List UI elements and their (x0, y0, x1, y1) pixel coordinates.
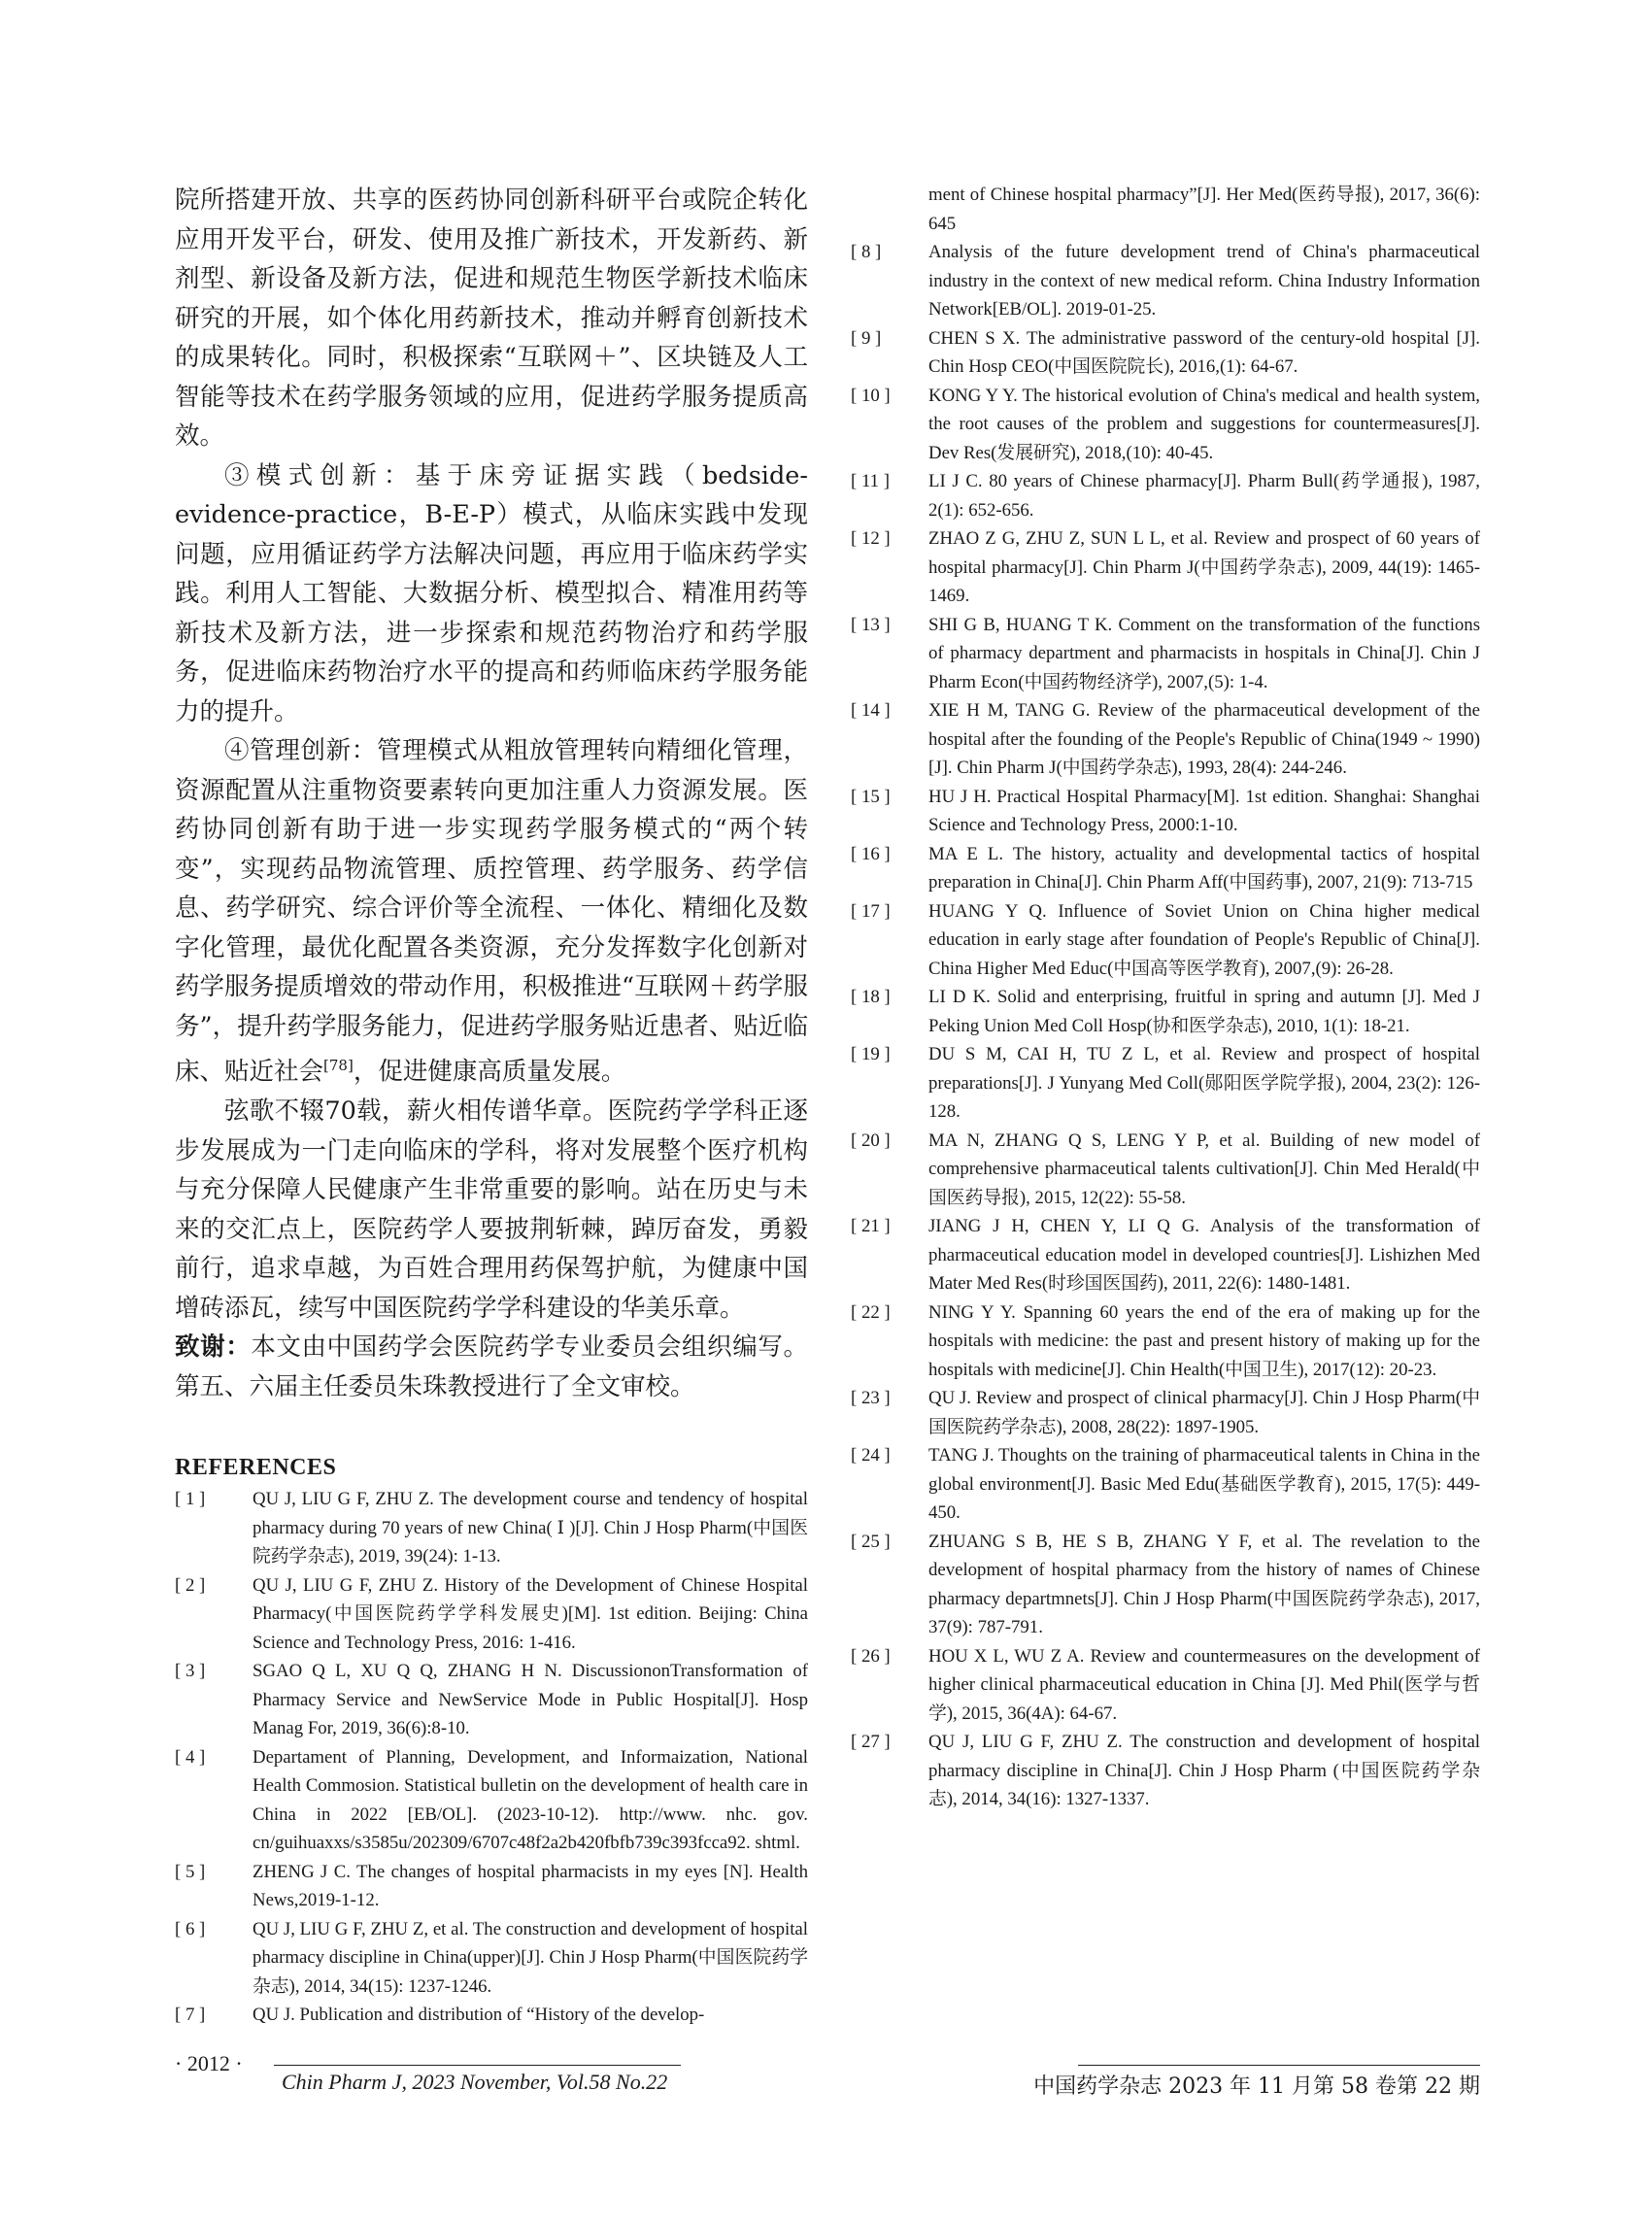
reference-text: Analysis of the future development trend of China's pharmaceutical industry in the context of new medical reform. China Industry Information Network[EB/OL]. 2019-01-25. (928, 242, 1480, 320)
reference-text: HUANG Y Q. Influence of Soviet Union on China higher medical education in early stage after foundation of People's Republic of China[J]. China Higher Med Educ(中国高等医学教育), 2007,(9): 26-28. (928, 900, 1480, 979)
reference-text: Departament of Planning, Development, and Informaization, National Health Commosion. Statistical bulletin on the development of health care in China in 2022 [EB/OL]. (2023-10-12). http://www. nhc. gov. cn/guihuaxxs/s3585u/202309/6707c48f2a2b420fbfb739c393fcca92. shtml. (253, 1746, 808, 1853)
reference-number: [ 24 ] (851, 1445, 891, 1466)
reference-text: QU J. Review and prospect of clinical pharmacy[J]. Chin J Hosp Pharm(中国医院药学杂志), 2008, 28(22): 1897-1905. (928, 1388, 1480, 1437)
reference-item (851, 181, 1480, 238)
paragraph-text: ，促进健康高质量发展。 (353, 1057, 626, 1087)
page-number: · 2012 · (175, 2051, 243, 2075)
reference-item (851, 467, 1480, 524)
footer-rule (1078, 2065, 1480, 2066)
reference-item (851, 696, 1480, 783)
reference-text: MA N, ZHANG Q S, LENG Y P, et al. Building of new model of comprehensive pharmaceutical talents cultivation[J]. Chin Med Herald(中国医药导报), 2015, 12(22): 55-58. (928, 1129, 1480, 1208)
reference-item (851, 840, 1480, 897)
reference-text: QU J. Publication and distribution of “History of the develop- (253, 2005, 705, 2025)
body-paragraph: ③模式创新：基于床旁证据实践（bedside-evidence-practice，B-E-P）模式，从临床实践中发现问题，应用循证药学方法解决问题，再应用于临床药学实践。利用人工智能、大数据分析、模型拟合、精准用药等新技术及新方法，进一步探索和规范药物治疗和药学服务，促进临床药物治疗水平的提高和药师临床药学服务能力的提升。 (175, 460, 808, 726)
reference-item (851, 382, 1480, 468)
reference-text: HOU X L, WU Z A. Review and countermeasures on the development of higher clinical pharmaceutical education in China [J]. Med Phil(医学与哲学), 2015, 36(4A): 64-67. (928, 1645, 1480, 1724)
reference-text: SGAO Q L, XU Q Q, ZHANG H N. DiscussiononTransformation of Pharmacy Service and NewService Mode in Public Hospital[J]. Hosp Manag For, 2019, 36(6):8-10. (253, 1661, 808, 1738)
references-heading: REFERENCES (175, 1455, 337, 1480)
acknowledgement-text: 本文由中国药学会医院药学专业委员会组织编写。第五、六届主任委员朱珠教授进行了全文审校。 (175, 1332, 808, 1401)
reference-number: [ 26 ] (851, 1645, 891, 1667)
reference-item (851, 1528, 1480, 1642)
reference-item (175, 1743, 808, 1858)
reference-number: [ 11 ] (851, 471, 890, 491)
body-paragraph (175, 731, 808, 1092)
journal-citation-en: Chin Pharm J, 2023 November, Vol.58 No.22 (282, 2070, 668, 2094)
reference-text: JIANG J H, CHEN Y, LI Q G. Analysis of the transformation of pharmaceutical education model in developed countries[J]. Lishizhen Med Mater Med Res(时珍国医国药), 2011, 22(6): 1480-1481. (928, 1216, 1480, 1294)
reference-number: [ 27 ] (851, 1732, 891, 1752)
reference-number: [ 25 ] (851, 1531, 891, 1552)
reference-text: SHI G B, HUANG T K. Comment on the transformation of the functions of pharmacy department and pharmacists in hospitals in China[J]. Chin J Pharm Econ(中国药物经济学), 2007,(5): 1-4. (928, 614, 1480, 692)
reference-item (851, 1642, 1480, 1729)
reference-item (851, 238, 1480, 324)
reference-number: [ 17 ] (851, 900, 891, 922)
footer-rule (274, 2065, 681, 2066)
reference-number: [ 6 ] (175, 1918, 206, 1939)
reference-item (851, 1212, 1480, 1298)
reference-number: [ 4 ] (175, 1746, 206, 1768)
left-column (175, 181, 808, 2030)
reference-text: QU J, LIU G F, ZHU Z. The construction and development of hospital pharmacy discipline in China[J]. Chin J Hosp Pharm (中国医院药学杂志), 2014, 34(16): 1327-1337. (928, 1732, 1480, 1809)
reference-item (851, 983, 1480, 1040)
acknowledgement (175, 1328, 808, 1406)
reference-number: [ 1 ] (175, 1489, 206, 1509)
reference-item (851, 1384, 1480, 1441)
reference-text: MA E L. The history, actuality and developmental tactics of hospital preparation in China[J]. Chin Pharm Aff(中国药事), 2007, 21(9): 713-715 (928, 843, 1480, 893)
references-list-left (175, 1485, 808, 2030)
body-paragraph: 弦歌不辍70载，薪火相传谱华章。医院药学学科正逐步发展成为一门走向临床的学科，将对发展整个医疗机构与充分保障人民健康产生非常重要的影响。站在历史与未来的交汇点上，医院药学人要披荆斩棘，踔厉奋发，勇毅前行，追求卓越，为百姓合理用药保驾护航，为健康中国增砖添瓦，续写中国医院药学学科建设的华美乐章。 (175, 1096, 808, 1323)
reference-text: LI J C. 80 years of Chinese pharmacy[J]. Pharm Bull(药学通报), 1987, 2(1): 652-656. (928, 471, 1480, 521)
reference-number: [ 19 ] (851, 1044, 891, 1064)
reference-number: [ 18 ] (851, 987, 891, 1007)
reference-number: [ 9 ] (851, 327, 882, 349)
reference-text: ZHUANG S B, HE S B, ZHANG Y F, et al. The revelation to the development of hospital pharmacy from the history of names of Chinese pharmacy departmnets[J]. Chin J Hosp Pharm(中国医院药学杂志), 2017, 37(9): 787-791. (928, 1531, 1481, 1637)
reference-text: LI D K. Solid and enterprising, fruitful in spring and autumn [J]. Med J Peking Union Med Coll Hosp(协和医学杂志), 2010, 1(1): 18-21. (928, 987, 1480, 1036)
reference-number: [ 5 ] (175, 1861, 206, 1882)
reference-text: CHEN S X. The administrative password of the century-old hospital [J]. Chin Hosp CEO(中国医院院长), 2016,(1): 64-67. (928, 327, 1480, 377)
paragraph-text: ④管理创新：管理模式从粗放管理转向精细化管理，资源配置从注重物资要素转向更加注重人力资源发展。医药协同创新有助于进一步实现药学服务模式的“两个转变”，实现药品物流管理、质控管理、药学服务、药学信息、药学研究、综合评价等全流程、一体化、精细化及数字化管理，最优化配置各类资源，充分发挥数字化创新对药学服务提质增效的带动作用，积极推进“互联网＋药学服务”，提升药学服务能力，促进药学服务贴近患者、贴近临床、贴近社会 (175, 736, 808, 1087)
right-column (851, 181, 1480, 1814)
reference-item (175, 1858, 808, 1915)
reference-item (851, 1441, 1480, 1528)
reference-number: [ 14 ] (851, 700, 891, 721)
citation-superscript[interactable]: [78] (323, 1057, 354, 1074)
reference-text: ZHENG J C. The changes of hospital pharmacists in my eyes [N]. Health News,2019-1-12. (253, 1861, 808, 1910)
reference-text: QU J, LIU G F, ZHU Z. History of the Development of Chinese Hospital Pharmacy(中国医院药学学科发展史)[M]. 1st edition. Beijing: China Science and Technology Press, 2016: 1-416. (253, 1574, 808, 1653)
reference-text: ZHAO Z G, ZHU Z, SUN L L, et al. Review and prospect of 60 years of hospital pharmacy[J]. Chin Pharm J(中国药学杂志), 2009, 44(19): 1465-1469. (928, 528, 1480, 606)
reference-item (851, 324, 1480, 382)
reference-item (851, 1728, 1480, 1814)
reference-number: [ 15 ] (851, 786, 891, 807)
reference-item (175, 2001, 808, 2030)
reference-item (851, 783, 1480, 840)
reference-number: [ 13 ] (851, 614, 891, 635)
reference-item (851, 1040, 1480, 1127)
reference-number: [ 22 ] (851, 1301, 891, 1323)
reference-number: [ 12 ] (851, 528, 891, 549)
reference-number: [ 21 ] (851, 1216, 891, 1236)
reference-item (175, 1657, 808, 1743)
reference-text: HU J H. Practical Hospital Pharmacy[M]. 1st edition. Shanghai: Shanghai Science and Technology Press, 2000:1-10. (928, 786, 1480, 835)
reference-text: XIE H M, TANG G. Review of the pharmaceutical development of the hospital after the founding of the People's Republic of China(1949 ~ 1990)[J]. Chin Pharm J(中国药学杂志), 1993, 28(4): 244-246. (928, 700, 1480, 778)
reference-text: DU S M, CAI H, TU Z L, et al. Review and prospect of hospital preparations[J]. J Yunyang Med Coll(郧阳医学院学报), 2004, 23(2): 126-128. (928, 1044, 1480, 1122)
reference-item (175, 1915, 808, 2002)
reference-number: [ 20 ] (851, 1129, 891, 1151)
reference-text: TANG J. Thoughts on the training of pharmaceutical talents in China in the global environment[J]. Basic Med Edu(基础医学教育), 2015, 17(5): 449-450. (928, 1445, 1480, 1523)
reference-item (175, 1571, 808, 1658)
reference-number: [ 3 ] (175, 1661, 206, 1681)
reference-number: [ 10 ] (851, 385, 891, 406)
reference-number: [ 8 ] (851, 242, 882, 262)
reference-item (175, 1485, 808, 1571)
acknowledgement-label: 致谢： (175, 1332, 252, 1362)
reference-number: [ 2 ] (175, 1574, 206, 1596)
reference-text: QU J, LIU G F, ZHU Z, et al. The construction and development of hospital pharmacy discipline in China(upper)[J]. Chin J Hosp Pharm(中国医院药学杂志), 2014, 34(15): 1237-1246. (253, 1918, 808, 1997)
reference-text: NING Y Y. Spanning 60 years the end of the era of making up for the hospitals with medicine: the past and present history of making up for the hospitals with medicine[J]. Chin Health(中国卫生), 2017(12): 20-23. (928, 1301, 1480, 1380)
reference-item (851, 611, 1480, 697)
reference-text: ment of Chinese hospital pharmacy”[J]. Her Med(医药导报), 2017, 36(6): 645 (928, 185, 1480, 234)
reference-item (851, 1298, 1480, 1385)
reference-item (851, 897, 1480, 984)
reference-item (851, 524, 1480, 611)
reference-number: [ 7 ] (175, 2005, 206, 2025)
reference-text: KONG Y Y. The historical evolution of China's medical and health system, the root causes of the problem and suggestions for countermeasures[J]. Dev Res(发展研究), 2018,(10): 40-45. (928, 385, 1480, 463)
reference-number: [ 23 ] (851, 1388, 891, 1408)
reference-text: QU J, LIU G F, ZHU Z. The development course and tendency of hospital pharmacy during 70 years of new China( Ⅰ )[J]. Chin J Hosp Pharm(中国医院药学杂志), 2019, 39(24): 1-13. (253, 1489, 808, 1567)
reference-item (851, 1127, 1480, 1213)
journal-citation-cn: 中国药学杂志 2023 年 11 月第 58 卷第 22 期 (1033, 2074, 1480, 2099)
reference-number: [ 16 ] (851, 843, 891, 864)
body-paragraph: 院所搭建开放、共享的医药协同创新科研平台或院企转化应用开发平台，研发、使用及推广新技术，开发新药、新剂型、新设备及新方法，促进和规范生物医学新技术临床研究的开展，如个体化用药新技术，推动并孵育创新技术的成果转化。同时，积极探索“互联网＋”、区块链及人工智能等技术在药学服务领域的应用，促进药学服务提质高效。 (175, 185, 808, 451)
references-list-right (851, 181, 1480, 1814)
